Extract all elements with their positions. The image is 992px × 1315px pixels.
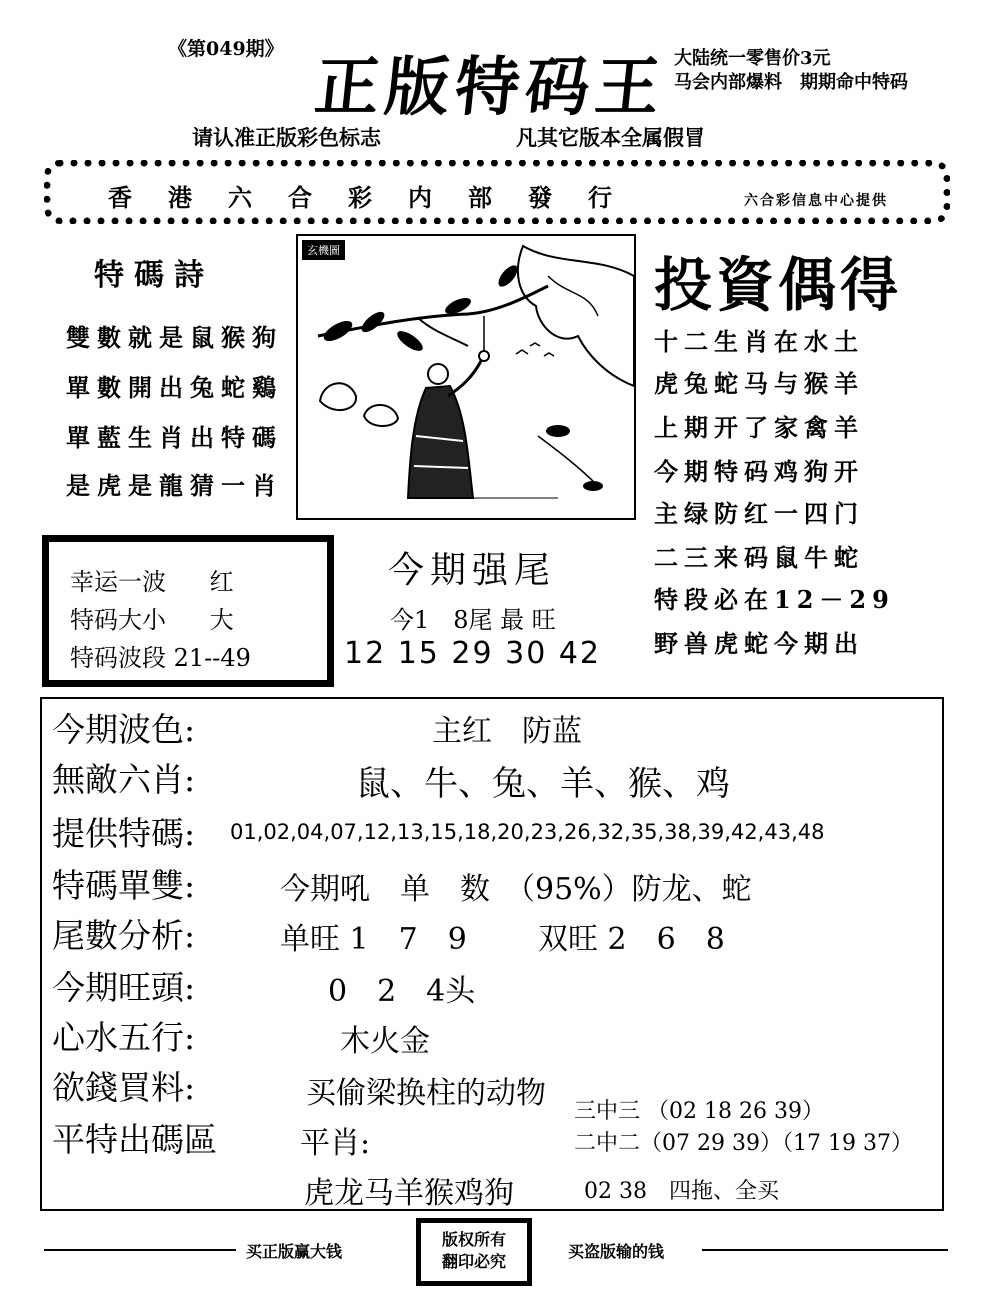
three-hit-value: 三中三 （02 18 26 39） — [574, 1099, 824, 1124]
strong-tail-title: 今期强尾 — [388, 550, 557, 591]
buy-value: 买偷梁换柱的动物 — [306, 1076, 546, 1111]
six-zodiac-label: 無敵六肖: — [52, 760, 196, 799]
five-element-label: 心水五行: — [52, 1018, 196, 1057]
poem-line: 單藍生肖出特碼 — [66, 423, 283, 452]
banner-credit: 六合彩信息中心提供 — [744, 193, 888, 209]
five-element-value: 木火金 — [340, 1024, 430, 1059]
invest-line: 特段必在12－29 — [654, 585, 895, 614]
buy-label: 欲錢買料: — [52, 1068, 196, 1107]
wave-value: 主红 防蓝 — [432, 714, 582, 749]
tail-analysis-label: 尾數分析: — [52, 916, 196, 955]
copyright-line-1: 版权所有 — [441, 1230, 506, 1249]
footer-right-text: 买盗版输的钱 — [568, 1242, 665, 1261]
head-label: 今期旺頭: — [52, 968, 196, 1007]
price-line: 大陆统一零售价3元 — [674, 48, 831, 69]
poem-title: 特碼詩 — [94, 258, 214, 293]
invest-line: 十二生肖在水土 — [654, 327, 864, 356]
page-title: 正版特码王 — [311, 50, 670, 125]
luck-row — [70, 600, 234, 635]
poem-line: 單數開出兔蛇鷄 — [66, 373, 283, 402]
two-hit-value: 二中二（07 29 39）（17 19 37） — [574, 1131, 913, 1156]
footer-divider-left — [44, 1249, 236, 1251]
strong-tail-subtitle: 今1 8尾 最 旺 — [390, 606, 556, 634]
poem-line: 雙數就是鼠猴狗 — [66, 323, 283, 352]
poem-line: 是虎是龍猜一肖 — [66, 471, 283, 500]
luck-label: 特码大小 — [70, 606, 166, 634]
luck-label: 幸运一波 — [70, 568, 166, 596]
picture-stamp: 玄機圖 — [302, 240, 345, 260]
invest-line: 主绿防红一四门 — [654, 499, 864, 528]
luck-value: 21--49 — [173, 644, 251, 672]
head-value: 0 2 4头 — [328, 974, 476, 1009]
invest-line: 二三来码鼠牛蛇 — [654, 543, 864, 572]
special-code-value: 01,02,04,07,12,13,15,18,20,23,26,32,35,38,39,42,43,48 — [230, 820, 825, 844]
footer-divider-right — [702, 1249, 948, 1251]
issue-number: 《第049期》 — [168, 38, 284, 60]
luck-value: 红 — [209, 568, 234, 596]
odd-even-label: 特碼單雙: — [52, 866, 196, 905]
notice-right: 凡其它版本全属假冒 — [516, 125, 705, 150]
strong-tail-numbers: 12 15 29 30 42 — [344, 636, 602, 671]
flat-zodiac-label: 平肖: — [300, 1126, 371, 1161]
invest-line: 今期特码鸡狗开 — [654, 457, 864, 486]
copyright-box — [416, 1218, 532, 1286]
six-zodiac-value: 鼠、牛、兔、羊、猴、鸡 — [356, 764, 730, 804]
invest-title: 投資偶得 — [654, 251, 903, 319]
luck-row — [70, 562, 234, 597]
tail-single-value: 单旺 1 7 9 — [280, 922, 467, 957]
luck-row — [70, 638, 251, 673]
notice-left: 请认准正版彩色标志 — [192, 125, 381, 150]
tail-double-value: 双旺 2 6 8 — [538, 922, 725, 957]
riddle-picture — [296, 234, 636, 520]
special-code-label: 提供特碼: — [52, 814, 196, 853]
banner-text: 香港六合彩内部發行 — [108, 183, 648, 212]
scholar-illustration — [298, 236, 636, 520]
luck-label: 特码波段 — [70, 644, 166, 672]
flat-zodiac-value: 虎龙马羊猴鸡狗 — [304, 1176, 514, 1211]
odd-even-value: 今期吼 单 数 （95%）防龙、蛇 — [280, 872, 752, 907]
drag-value: 02 38 四拖、全买 — [584, 1179, 779, 1204]
invest-line: 野兽虎蛇今期出 — [654, 629, 864, 658]
invest-line: 上期开了家禽羊 — [654, 413, 864, 442]
invest-line: 虎兔蛇马与猴羊 — [654, 369, 864, 398]
luck-value: 大 — [209, 606, 234, 634]
footer-left-text: 买正版赢大钱 — [246, 1242, 343, 1261]
copyright-line-2: 翻印必究 — [441, 1252, 506, 1271]
flat-zone-label: 平特出碼區 — [52, 1120, 217, 1159]
wave-label: 今期波色: — [52, 710, 196, 749]
slogan-line: 马会内部爆料 期期命中特码 — [674, 72, 908, 93]
